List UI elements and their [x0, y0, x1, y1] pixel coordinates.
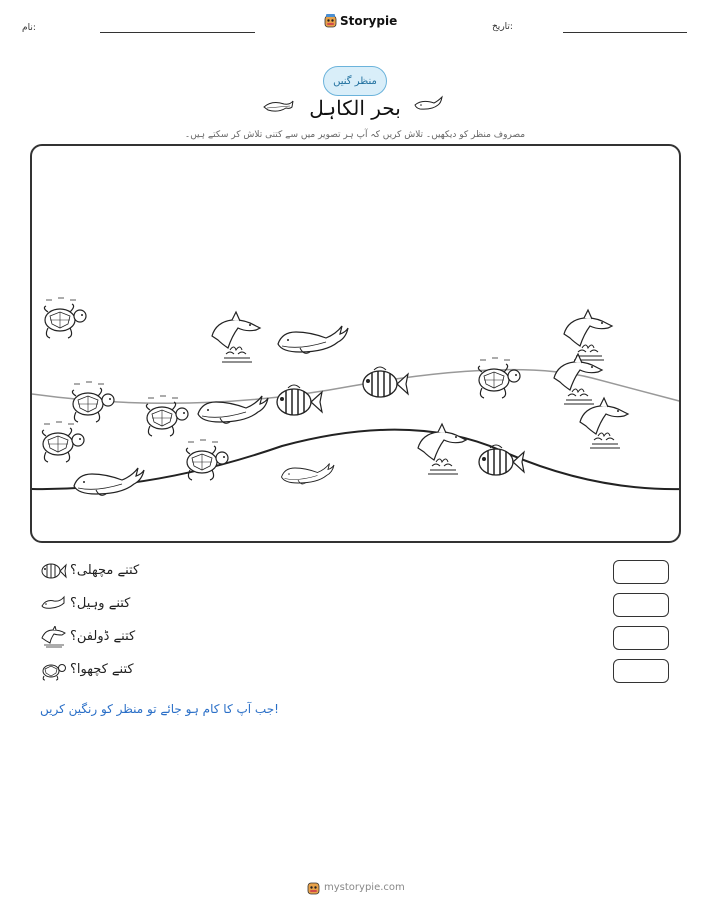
question-text: کتنے وہیل؟ — [70, 596, 131, 611]
turtle — [72, 382, 114, 422]
category-badge — [323, 66, 387, 96]
whale-icon — [40, 593, 68, 615]
fish — [479, 445, 524, 475]
whale-icon — [412, 95, 446, 113]
whale — [282, 464, 335, 485]
fish — [363, 367, 408, 397]
upper-wave-line — [32, 370, 681, 404]
name-field-line[interactable] — [100, 32, 255, 33]
answer-box-dolphin[interactable] — [613, 626, 669, 650]
storypie-logo — [324, 13, 397, 28]
turtle — [42, 422, 84, 462]
coloring-note: جب آپ کا کام ہو جائے تو منظر کو رنگین کریں! — [40, 702, 279, 716]
whale — [198, 396, 268, 423]
page-title: بحر الکاہل — [309, 96, 401, 120]
logo-mascot-icon — [324, 13, 337, 28]
date-label: تاریخ: — [492, 22, 513, 32]
footer-site-link[interactable]: mystorypie.com — [324, 882, 405, 893]
logo-text: Storypie — [340, 13, 398, 28]
turtle-icon — [40, 659, 68, 681]
answer-box-turtle[interactable] — [613, 659, 669, 683]
question-row-whale — [40, 593, 680, 619]
ocean-scene-drawing — [32, 146, 681, 543]
turtle — [478, 358, 520, 398]
date-field-line[interactable] — [563, 32, 687, 33]
answer-box-fish[interactable] — [613, 560, 669, 584]
fish — [277, 385, 322, 415]
fish-icon — [40, 560, 68, 582]
turtle — [186, 440, 228, 480]
dolphin — [580, 398, 628, 448]
dolphin — [564, 310, 612, 360]
whale — [74, 468, 144, 495]
ocean-scene — [30, 144, 681, 543]
whale — [278, 326, 348, 353]
question-row-dolphin — [40, 626, 680, 652]
question-text: کتنے مچھلی؟ — [70, 563, 140, 578]
question-text: کتنے کچھوا؟ — [70, 662, 134, 677]
dolphin-icon — [40, 626, 68, 648]
dolphin — [212, 312, 260, 362]
category-badge-label: منظر گنیں — [333, 75, 377, 87]
page-footer — [307, 880, 405, 895]
question-row-turtle — [40, 659, 680, 685]
answer-box-whale[interactable] — [613, 593, 669, 617]
page-header — [0, 0, 709, 48]
turtle — [146, 396, 188, 436]
turtle — [44, 298, 86, 338]
question-text: کتنے ڈولفن؟ — [70, 629, 136, 644]
title-row — [0, 96, 709, 124]
name-label: نام: — [22, 23, 36, 33]
question-row-fish — [40, 560, 680, 586]
instructions-text: مصروف منظر کو دیکھیں۔ تلاش کریں کہ آپ ہر تصویر میں سے کتنی تلاش کر سکتے ہیں۔ — [184, 130, 526, 140]
footer-mascot-icon — [307, 880, 320, 895]
